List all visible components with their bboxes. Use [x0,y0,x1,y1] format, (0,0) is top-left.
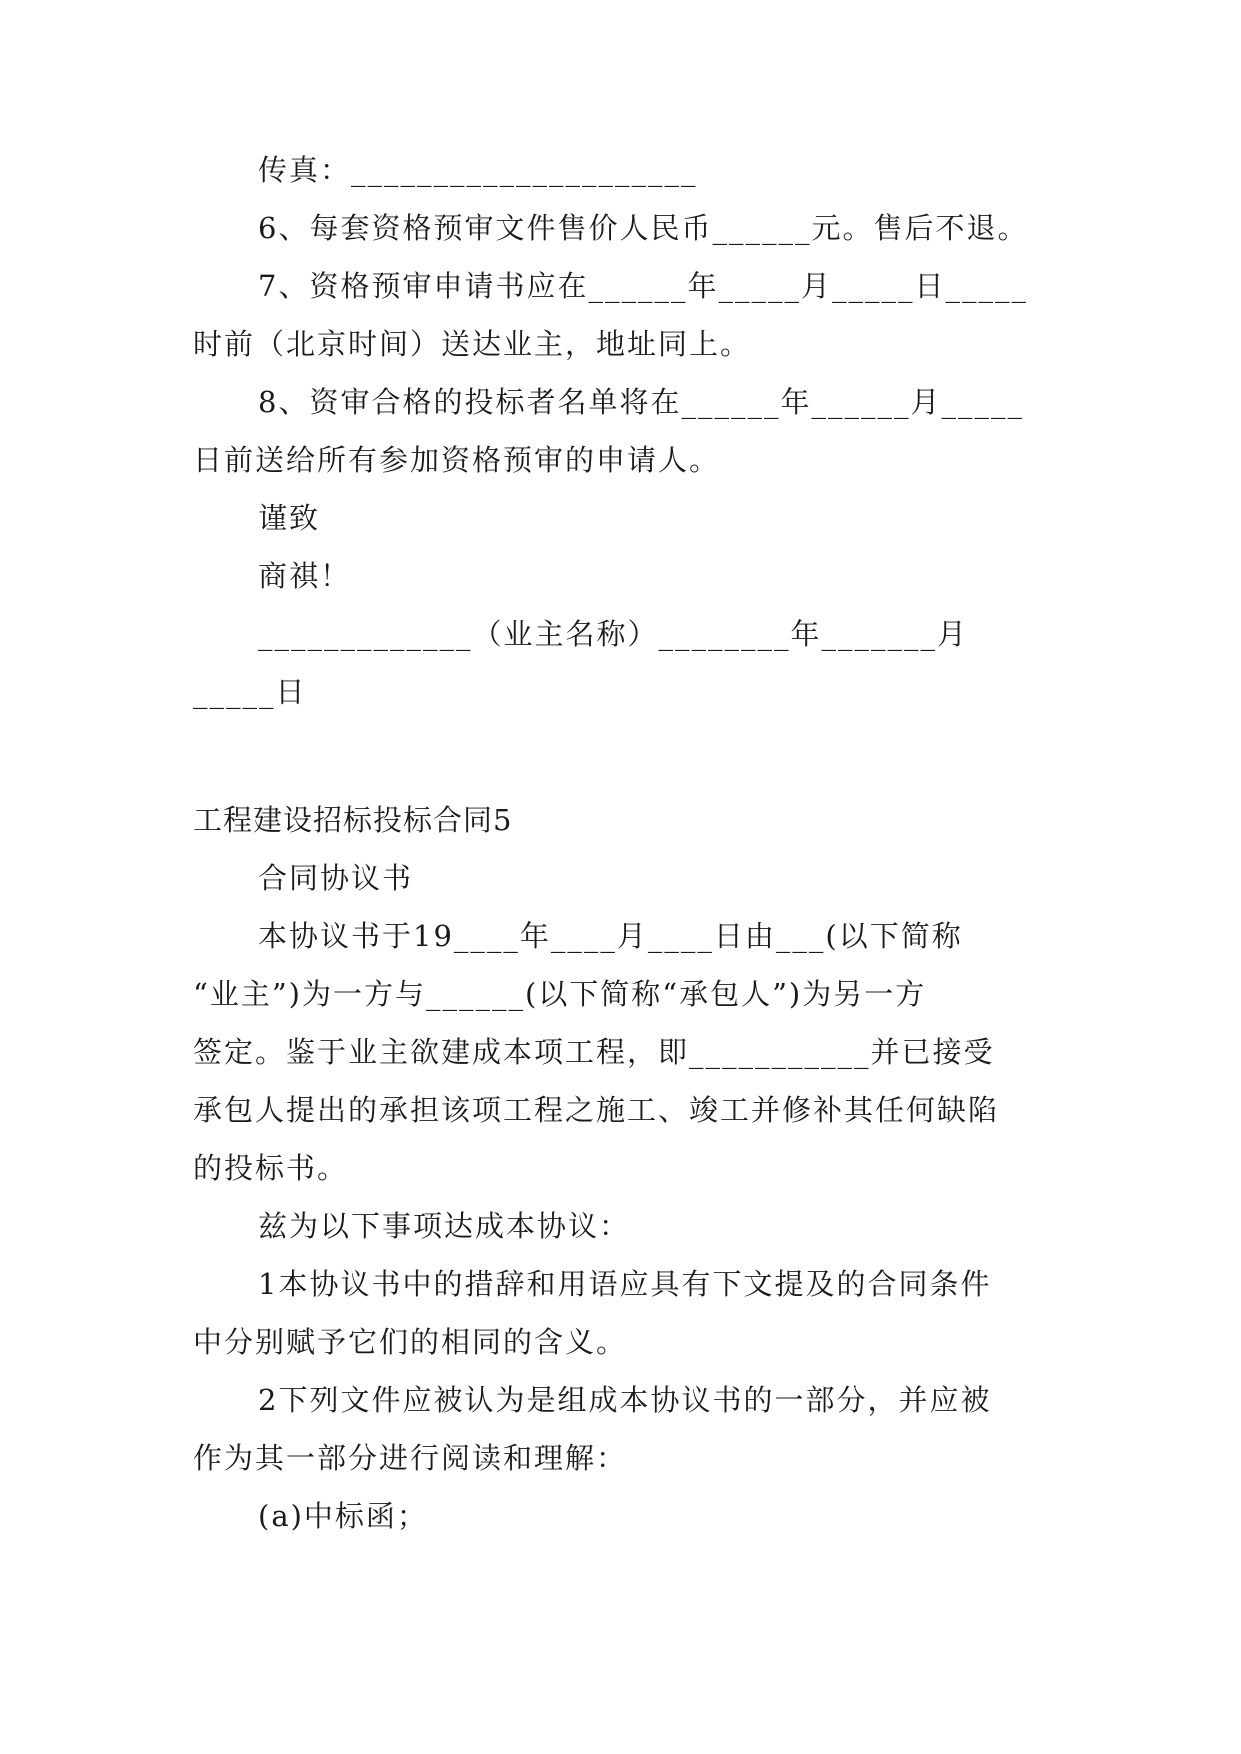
clause-1-line-1: 1本协议书中的措辞和用语应具有下文提及的合同条件 [258,1267,992,1301]
item-8-qualified-list: 8、资审合格的投标者名单将在______年______月_____ [258,385,1024,419]
item-6-document-price: 6、每套资格预审文件售价人民币______元。售后不退。 [258,211,1029,245]
closing-greeting: 商祺！ [258,559,352,593]
clause-1-line-2: 中分别赋予它们的相同的含义。 [193,1325,628,1359]
clause-2-line-2: 作为其一部分进行阅读和理解： [193,1441,628,1475]
section-title: 工程建设招标投标合同5 [193,803,513,837]
clause-2-line-1: 2下列文件应被认为是组成本协议书的一部分，并应被 [258,1383,992,1417]
closing-salutation: 谨致 [258,501,321,535]
agreement-para-1-line-1: 本协议书于19____年____月____日由___(以下简称 [258,919,963,953]
item-8-continuation: 日前送给所有参加资格预审的申请人。 [193,443,721,477]
fax-line: 传真：_____________________ [258,153,698,187]
agreement-para-1-line-3: 签定。鉴于业主欲建成本项工程，即___________并已接受 [193,1035,995,1069]
owner-signature-line: _____________（业主名称）________年_______月 [258,617,969,651]
item-7-submission-deadline: 7、资格预审申请书应在______年_____月_____日_____ [258,269,1028,303]
agreement-para-1-line-4: 承包人提出的承担该项工程之施工、竣工并修补其任何缺陷 [193,1093,1000,1127]
agreement-title: 合同协议书 [258,861,414,895]
clause-2-item-a: (a)中标函； [258,1499,428,1533]
agreement-para-1-line-2: “业主”)为一方与______(以下简称“承包人”)为另一方 [193,977,927,1011]
item-7-continuation: 时前（北京时间）送达业主，地址同上。 [193,327,752,361]
owner-signature-date-day: _____日 [193,675,307,709]
agreement-para-1-line-5: 的投标书。 [193,1151,349,1185]
agreement-intro: 兹为以下事项达成本协议： [258,1209,631,1243]
